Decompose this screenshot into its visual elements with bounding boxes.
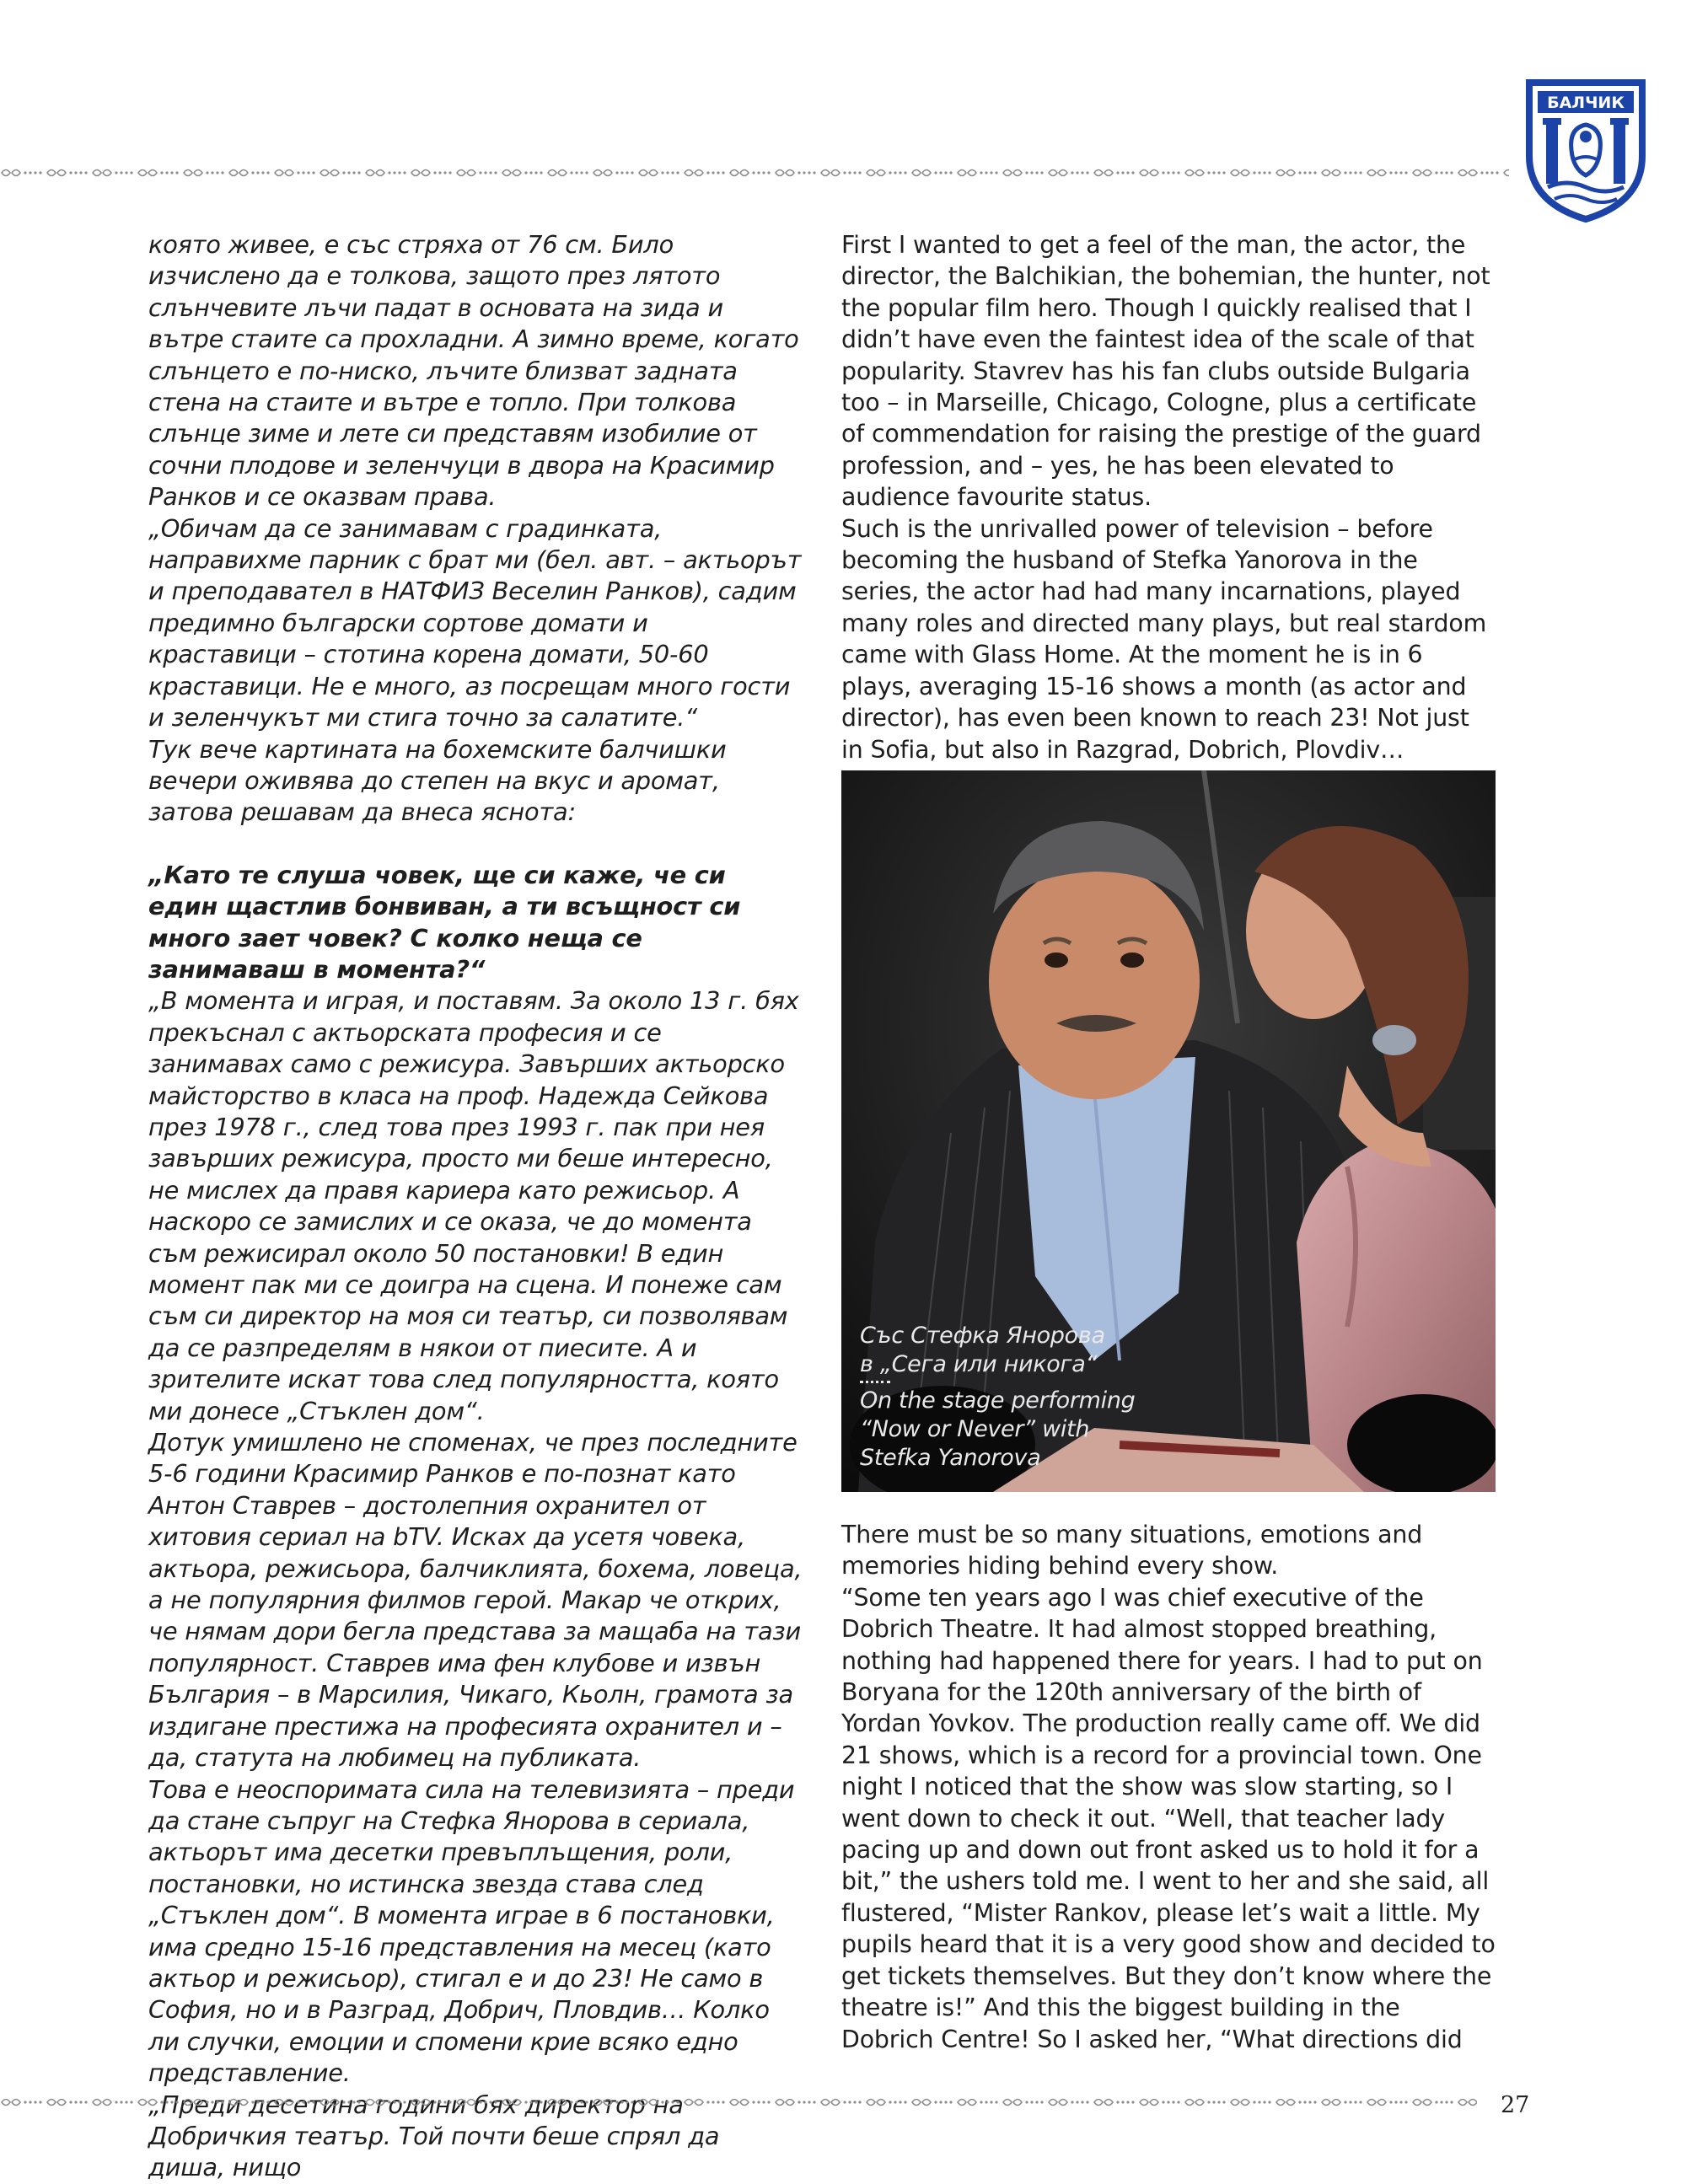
page-number: 27: [1501, 2092, 1530, 2118]
crest-text: БАЛЧИК: [1547, 94, 1625, 112]
paragraph: First I wanted to get a feel of the man, the actor, the director, the Balchikian, the bohemian, the hunter, not the popular film hero. Though I quickly realised that I didn’t have even the faintest idea of the scale of that popularity. Stavrev has his fan clubs outside Bulgaria too – in Marseille, Chicago, Cologne, plus a certificate of commendation for raising the prestige of the guard profession, and – yes, he has been elevated to audience favourite status.: [841, 231, 1490, 512]
paragraph: „Обичам да се занимавам с градинката, направихме парник с брат ми (бел. авт. – актьорът и преподавател в НАТФИЗ Веселин Ранков), садим предимно български сортове домати и краставици – стотина корена домати, 50-60 краставици. Не е много, аз посрещам много гости и зеленчукът ми стига точно за салатите.“: [148, 513, 802, 732]
paragraph: Добричкия театър. Той почти беше спрял да диша, нищо: [148, 2121, 720, 2182]
paragraph: Това е неоспоримата сила на телевизията – преди да стане съпруг на Стефка Янорова в сериала, актьорът има десетки превъплъщения, роли, постановки, но истинска звезда става след „Стъклен дом“. В момента играе в 6 постановки, има средно 15-16 представления на месец (като актьор и режисьор), стигал е и до 23! Не само в София, но и в Разград, Добрич, Пловдив… Колко ли случки, емоции и спомени крие всяко едно представление.: [148, 1774, 795, 2088]
photo-caption: [860, 1322, 1136, 1473]
caption-bg-line-1: Със Стефка Янорова: [860, 1323, 1105, 1349]
right-column-english-text-bottom: [841, 1519, 1496, 2055]
caption-en-line-2: “Now or Never” with: [860, 1416, 1090, 1442]
interview-question: „Като те слуша човек, ще си каже, че си един щастлив бонвиван, а ти всъщност си много зает човек? С колко неща се занимаваш в момента?“: [148, 860, 741, 984]
paragraph: която живее, е със стряха от 76 см. Било изчислено да е толкова, защото през лятото слънчевите лъчи падат в основата на зида и вътре стаите са прохладни. А зимно време, когато слънцето е по-ниско, лъчите близват задната стена на стаите и вътре е топло. При толкова слънце зиме и лете си представям изобилие от сочни плодове и зеленчуци в двора на Красимир Ранков и се оказвам права.: [148, 230, 799, 512]
paragraph: Such is the unrivalled power of television – before becoming the husband of Stefka Yanorova in the series, the actor had had many incarnations, played many roles and directed many plays, but real stardom came with Glass Home. At the moment he is in 6 plays, averaging 15-16 shows a month (as actor and director), has even been known to reach 23! Not just in Sofia, but also in Razgrad, Dobrich, Plovdiv…: [841, 514, 1487, 764]
caption-en-line-3: Stefka Yanorova: [860, 1445, 1041, 1471]
paragraph: „В момента и играя, и поставям. За около 13 г. бях прекъснал с актьорската професия и се занимавах само с режисура. Завърших актьорско майсторство в класа на проф. Надежда Сейкова през 1978 г., след това през 1993 г. пак при нея завърших режисура, просто ми беше интересно, не мислех да правя кариера като режисьор. А наскоро се замислих и се оказа, че до момента съм режисирал около 50 постановки! В един момент пак ми се доигра на сцена. И понеже сам съм си директор на моя си театър, си позволявам да се разпределям в някои от пиесите. А и зрителите искат това след популярността, която ми донесе „Стъклен дом“.: [148, 986, 799, 1425]
right-column-english-text-top: [841, 229, 1496, 765]
caption-en-line-1: On the stage performing: [860, 1387, 1136, 1414]
caption-bg-line-2: в „Сега или никога“: [860, 1351, 1098, 1377]
paragraph: There must be so many situations, emotions and memories hiding behind every show.: [841, 1521, 1423, 1580]
paragraph: Тук вече картината на бохемските балчишки вечери оживява до степен на вкус и аромат, затова решавам да внеса яснота:: [148, 734, 727, 827]
paragraph: “Some ten years ago I was chief executive of the Dobrich Theatre. It had almost stopped breathing, nothing had happened there for years. I had to put on Boryana for the 120th anniversary of the birth of Yordan Yovkov. The production really came off. We did 21 shows, which is a record for a provincial town. One night I noticed that the show was slow starting, so I went down to check it out. “Well, that teacher lady pacing up and down out front asked us to hold it for a bit,” the ushers told me. I went to her and she said, all flustered, “Mister Rankov, please let’s wait a little. My pupils heard that it is a very good show and decided to get tickets themselves. But they don’t know where the theatre is!” And this the biggest building in the Dobrich Centre! So I asked her, “What directions did: [841, 1583, 1496, 2053]
paragraph: Дотук умишлено не споменах, че през последните 5-6 години Красимир Ранков е по-познат като Антон Ставрев – достолепния охранител от хитовия сериал на bTV. Исках да усетя човека, актьора, режисьора, балчиклията, бохема, ловеца, а не популярния филмов герой. Макар че открих, че нямам дори бегла представа за мащаба на тази популярност. Ставрев има фен клубове и извън България – в Марсилия, Чикаго, Кьолн, грамота за издигане престижа на професията охранител и – да, статута на любимец на публиката.: [148, 1428, 803, 1773]
balchik-crest-logo: [1523, 76, 1649, 223]
top-ornament-border: [0, 165, 1509, 180]
caption-separator: [860, 1381, 890, 1383]
bottom-ornament-border: [0, 2095, 1477, 2110]
left-column-bulgarian-text: [148, 229, 803, 2184]
